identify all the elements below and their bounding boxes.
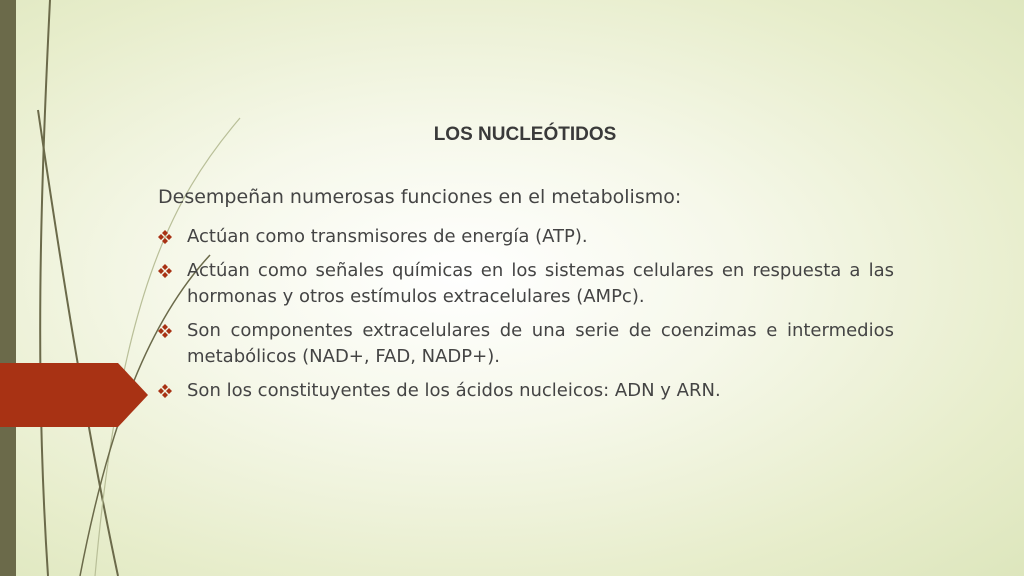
list-item — [158, 318, 894, 370]
four-diamond-bullet-icon — [158, 230, 172, 244]
list-item — [158, 378, 894, 404]
list-item — [158, 224, 894, 250]
slide-title: LOS NUCLEÓTIDOS — [433, 124, 617, 145]
intro-text: Desempeñan numerosas funciones en el metabolismo: — [158, 186, 682, 208]
bullet-text: Actúan como señales químicas en los sistemas celulares en respuesta a las hormonas y otros estímulos extracelulares (AMPc). — [187, 260, 894, 307]
red-accent-tab — [0, 363, 148, 427]
list-item — [158, 258, 894, 310]
bullet-text: Son componentes extracelulares de una serie de coenzimas e intermedios metabólicos (NAD+, FAD, NADP+). — [187, 320, 894, 367]
bullet-text: Son los constituyentes de los ácidos nucleicos: ADN y ARN. — [187, 380, 721, 401]
four-diamond-bullet-icon — [158, 324, 172, 338]
bullet-text: Actúan como transmisores de energía (ATP). — [187, 226, 588, 247]
four-diamond-bullet-icon — [158, 384, 172, 398]
bullet-list — [158, 224, 894, 412]
four-diamond-bullet-icon — [158, 264, 172, 278]
